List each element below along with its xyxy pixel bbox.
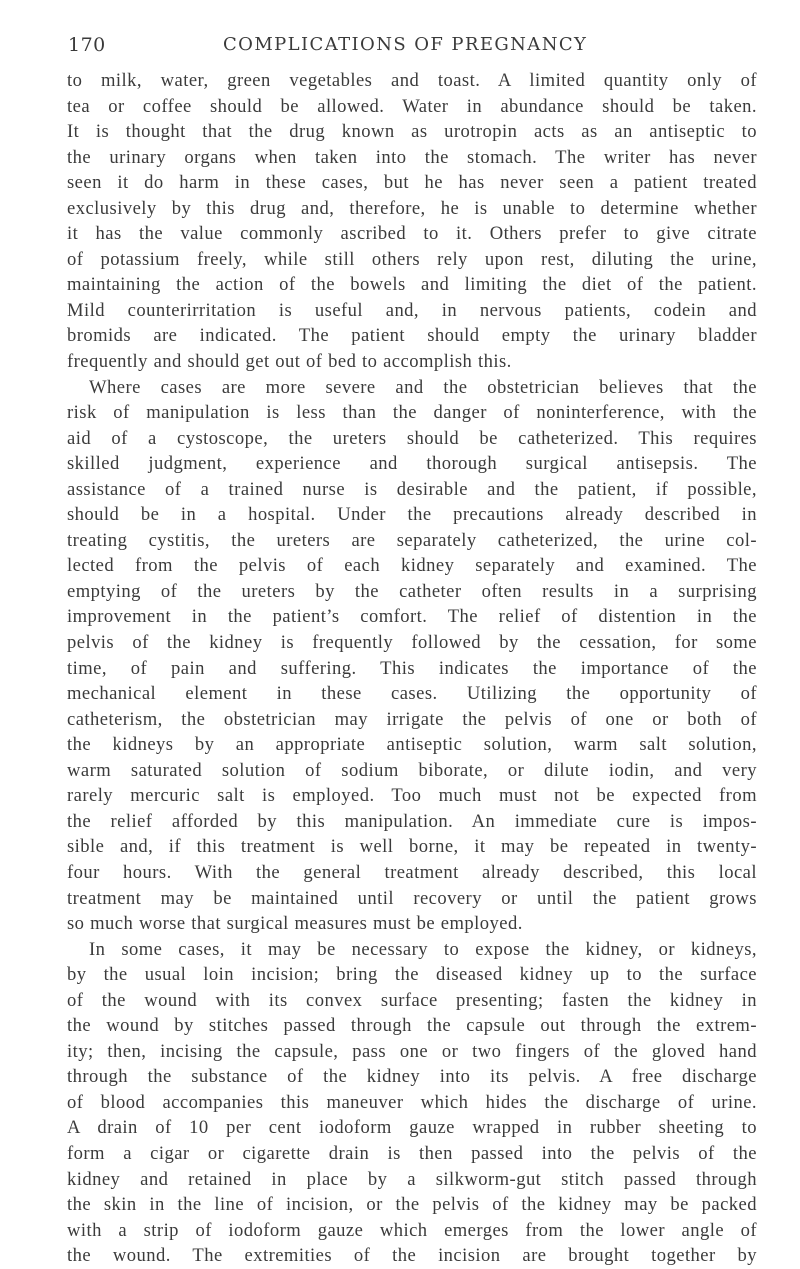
text-line: the skin in the line of incision, or the pelvis of the kidney may be packed (67, 1194, 757, 1216)
text-line: sible and, if this treatment is well borne, it may be repeated in twenty- (67, 836, 757, 858)
text-line: skilled judgment, experience and thorough surgical antisepsis. The (67, 453, 757, 475)
text-line: maintaining the action of the bowels and limiting the diet of the patient. (67, 274, 757, 296)
text-line: through the substance of the kidney into its pelvis. A free discharge (67, 1066, 757, 1088)
text-line: the urinary organs when taken into the stomach. The writer has never (67, 146, 757, 168)
text-line: In some cases, it may be necessary to expose the kidney, or kidneys, (89, 938, 757, 960)
text-line: Where cases are more severe and the obstetrician believes that the (89, 376, 757, 398)
text-line: Mild counterirritation is useful and, in nervous patients, codein and (67, 299, 757, 321)
body-text (67, 68, 757, 1269)
text-line: form a cigar or cigarette drain is then passed into the pelvis of the (67, 1142, 757, 1164)
text-line: lected from the pelvis of each kidney separately and examined. The (67, 555, 757, 577)
text-line: with a strip of iodoform gauze which emerges from the lower angle of (67, 1219, 757, 1241)
text-line: the wound by stitches passed through the capsule out through the extrem- (67, 1015, 757, 1037)
text-line: improvement in the patient’s comfort. The relief of distention in the (67, 606, 757, 628)
text-line: it has the value commonly ascribed to it. Others prefer to give citrate (67, 223, 757, 245)
text-line: rarely mercuric salt is employed. Too much must not be expected from (67, 785, 757, 807)
text-line: tea or coffee should be allowed. Water in abundance should be taken. (67, 95, 757, 117)
text-line: of blood accompanies this maneuver which hides the discharge of urine. (67, 1091, 757, 1113)
text-line: of the wound with its convex surface presenting; fasten the kidney in (67, 989, 757, 1011)
text-line: kidney and retained in place by a silkworm-gut stitch passed through (67, 1168, 757, 1190)
text-line: so much worse that surgical measures must be employed. (67, 913, 523, 935)
text-line: A drain of 10 per cent iodoform gauze wrapped in rubber sheeting to (67, 1117, 757, 1139)
text-line: the kidneys by an appropriate antiseptic solution, warm salt solution, (67, 734, 757, 756)
text-line: treating cystitis, the ureters are separately catheterized, the urine col- (67, 529, 757, 551)
text-line: emptying of the ureters by the catheter often results in a surprising (67, 580, 757, 602)
text-line: four hours. With the general treatment already described, this local (67, 861, 757, 883)
text-line: the relief afforded by this manipulation. An immediate cure is impos- (67, 810, 757, 832)
text-line: warm saturated solution of sodium biborate, or dilute iodin, and very (67, 759, 757, 781)
text-line: catheterism, the obstetrician may irrigate the pelvis of one or both of (67, 708, 757, 730)
running-head: COMPLICATIONS OF PREGNANCY (223, 34, 588, 55)
text-line: ity; then, incising the capsule, pass one or two fingers of the gloved hand (67, 1040, 757, 1062)
page-header (68, 30, 754, 60)
text-line: assistance of a trained nurse is desirable and the patient, if possible, (67, 478, 757, 500)
text-line: pelvis of the kidney is frequently followed by the cessation, for some (67, 632, 757, 654)
text-line: risk of manipulation is less than the danger of noninterference, with the (67, 402, 757, 424)
page-number: 170 (68, 34, 106, 56)
text-line: treatment may be maintained until recovery or until the patient grows (67, 887, 757, 909)
text-line: exclusively by this drug and, therefore, he is unable to determine whether (67, 197, 757, 219)
text-line: should be in a hospital. Under the precautions already described in (67, 504, 757, 526)
text-line: time, of pain and suffering. This indicates the importance of the (67, 657, 757, 679)
text-line: frequently and should get out of bed to accomplish this. (67, 351, 512, 373)
text-line: the wound. The extremities of the incision are brought together by (67, 1245, 757, 1267)
text-line: It is thought that the drug known as urotropin acts as an antiseptic to (67, 121, 757, 143)
text-line: to milk, water, green vegetables and toast. A limited quantity only of (67, 70, 757, 91)
text-line: seen it do harm in these cases, but he has never seen a patient treated (67, 172, 757, 194)
text-line: bromids are indicated. The patient should empty the urinary bladder (67, 325, 757, 347)
text-line: aid of a cystoscope, the ureters should be catheterized. This requires (67, 427, 757, 449)
text-line: mechanical element in these cases. Utilizing the opportunity of (67, 683, 757, 705)
text-line: of potassium freely, while still others rely upon rest, diluting the urine, (67, 248, 757, 270)
text-line: by the usual loin incision; bring the diseased kidney up to the surface (67, 964, 757, 986)
